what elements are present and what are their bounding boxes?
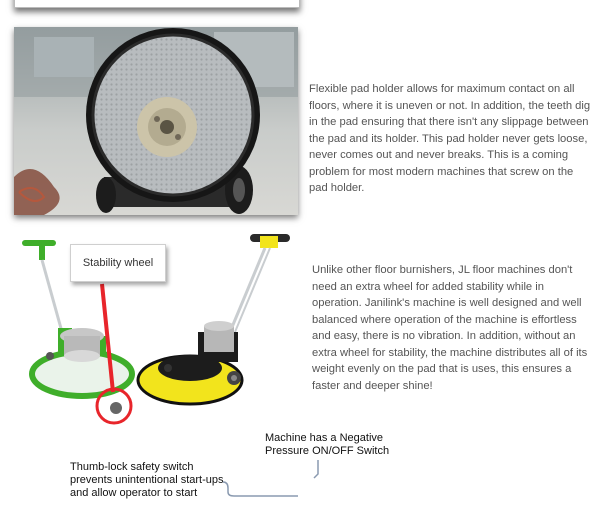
pad-holder-description: Flexible pad holder allows for maximum contact on all floors, where it is uneven or not. In addition, the teeth dig in the pad ensuring that there isn't any slippage between the pad and its holder. This pad holder never gets loose, never comes out and never breaks. This is a coming problem for most modern machines that screw on the pad holder. bbox=[309, 83, 591, 194]
pad-holder-photo bbox=[14, 27, 298, 215]
stability-wheel-callout: Stability wheel bbox=[70, 244, 166, 282]
label-connector bbox=[310, 460, 330, 500]
thumb-lock-label: Thumb-lock safety switch prevents unintentional start-ups and allow operator to start bbox=[70, 461, 224, 499]
previous-image-frame bbox=[14, 0, 300, 8]
stability-description: Unlike other floor burnishers, JL floor machines don't need an extra wheel for added stability while in operation. Janilink's machine is well designed and well balanced where operation of the machine is effortless and easy, there is no vibration. In addition, without an extra wheel for stability, the machine distributes all of its weight evenly on the pad that is uses, this ensures a faster and deeper shine! bbox=[312, 264, 588, 392]
thumb-lock-connector bbox=[220, 480, 300, 500]
negative-pressure-label: Machine has a Negative Pressure ON/OFF Switch bbox=[265, 432, 390, 457]
